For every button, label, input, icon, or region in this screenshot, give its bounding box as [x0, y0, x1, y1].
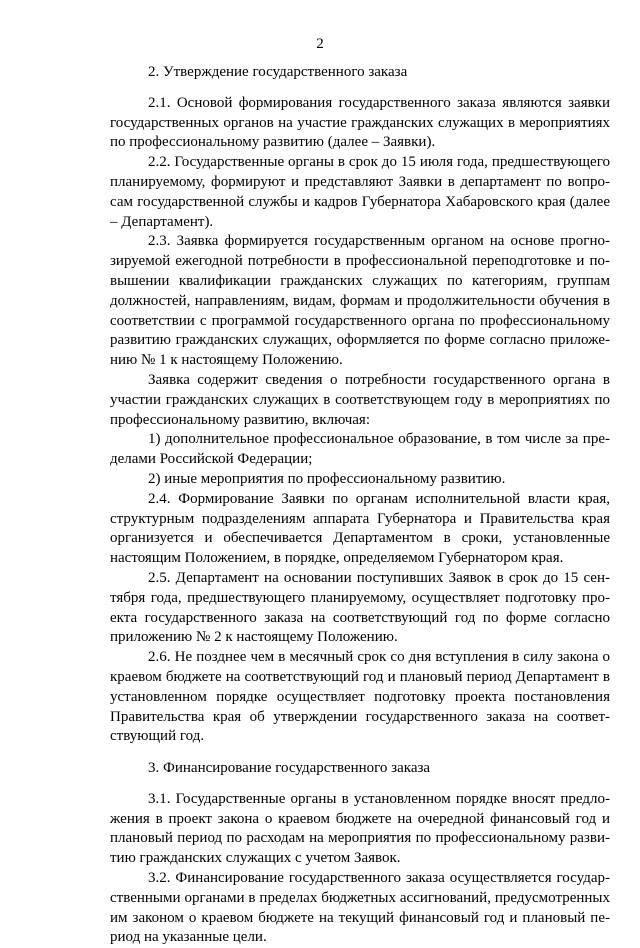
paragraph-2-3: 2.3. Заявка формируется государственным органом на основе прогнозируемой ежегодной потребности в профессиональной переподготовке и повышении квалификации гражданских служащих по категориям, группам должностей, направлениям, видам, формам и продолжительности обучения в соответствии с программой государственного органа по профессиональному развитию гражданских служащих, оформляется по форме согласно приложению № 1 к настоящему Положению.: [110, 233, 610, 369]
paragraph-2-5: 2.5. Департамент на основании поступивших Заявок в срок до 15 сентября года, предшествующего планируемому, осуществляет подготовку проекта государственного заказа на соответствующий год по форме согласно приложению № 2 к настоящему Положению.: [110, 569, 610, 646]
paragraph-2-2: 2.2. Государственные органы в срок до 15 июля года, предшествующего планируемому, формируют и представляют Заявки в департамент по вопросам государственной службы и кадров Губернатора Хабаровского края (далее – Департамент).: [110, 154, 610, 230]
section-heading-financing: 3. Финансирование государственного заказа: [148, 760, 431, 777]
list-item-2: 2) иные мероприятия по профессиональному развитию.: [148, 470, 506, 487]
list-item-1: 1) дополнительное профессиональное образование, в том числе за пределами Российской Федерации;: [110, 431, 610, 468]
paragraph-3-2: 3.2. Финансирование государственного заказа осуществляется государственными органами в пределах бюджетных ассигнований, предусмотренных им законом о краевом бюджете на текущий финансовый год и плановый период на указанные цели.: [110, 870, 610, 946]
paragraph-2-4: 2.4. Формирование Заявки по органам исполнительной власти края, структурным подразделениям аппарата Губернатора и Правительства края организуется и обеспечивается Департаментом в сроки, установленные настоящим Положением, в порядке, определяемом Губернатором края.: [110, 490, 610, 567]
paragraph-2-1: 2.1. Основой формирования государственного заказа являются заявки государственных органов на участие гражданских служащих в мероприятиях по профессиональному развитию (далее – Заявки).: [110, 94, 610, 151]
section-heading-approval: 2. Утверждение государственного заказа: [148, 64, 408, 80]
paragraph-2-6: 2.6. Не позднее чем в месячный срок со дня вступления в силу закона о краевом бюджете на соответствующий год и плановый период Департамент в установленном порядке осуществляет подготовку проекта постановления Правительства края об утверждении государственного заказа на соответствующий год.: [110, 649, 610, 745]
document-body: [110, 63, 610, 948]
page-number: 2: [316, 36, 324, 52]
paragraph-application-contents: Заявка содержит сведения о потребности государственного органа в участии гражданских служащих в соответствующем году в мероприятиях по профессиональному развитию, включая:: [110, 371, 610, 428]
paragraph-3-1: 3.1. Государственные органы в установленном порядке вносят предложения в проект закона о краевом бюджете на очередной финансовый год и плановый период по расходам на мероприятия по профессиональному развитию гражданских служащих с учетом Заявок.: [110, 790, 610, 867]
